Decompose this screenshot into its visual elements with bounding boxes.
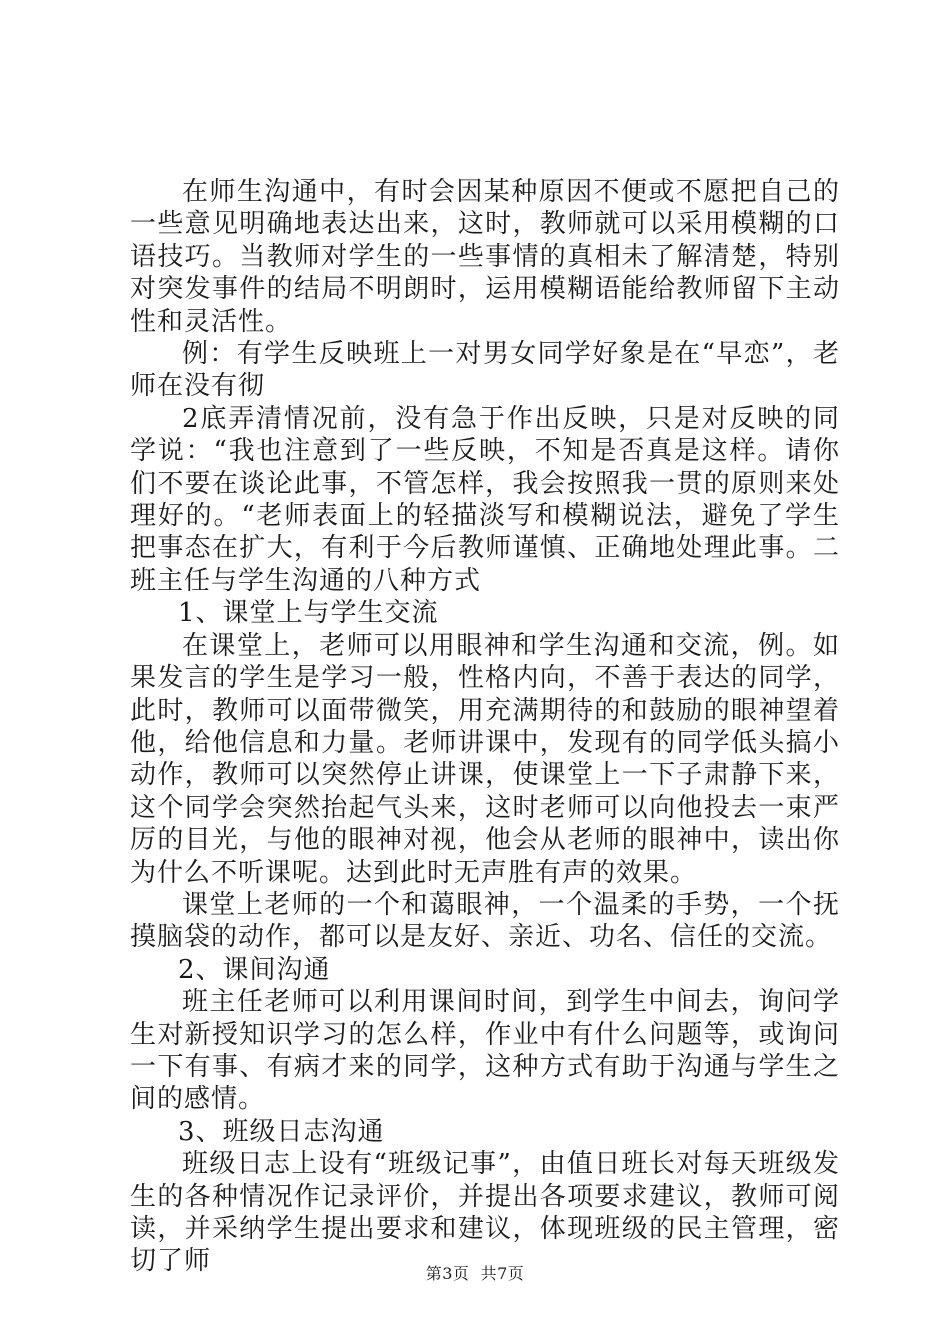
page-footer: [0, 1264, 950, 1284]
paragraph-fuzzy-language: 在师生沟通中，有时会因某种原因不便或不愿把自己的一些意见明确地表达出来，这时，教师就可以采用模糊的口语技巧。当教师对学生的一些事情的真相未了解清楚，特别对突发事件的结局不明朗时，运用模糊语能给教师留下主动性和灵活性。: [130, 177, 840, 337]
paragraph-break-time: 班主任老师可以利用课间时间，到学生中间去，询问学生对新授知识学习的怎么样，作业中有什么问题等，或询问一下有事、有病才来的同学，这种方式有助于沟通与学生之间的感情。: [130, 987, 840, 1115]
page-number-label: 第3页 共7页: [425, 1264, 525, 1283]
section-heading-break-time: 2、课间沟通: [178, 954, 331, 985]
paragraph-class-log: 班级日志上设有“班级记事”，由值日班长对每天班级发生的各种情况作记录评价，并提出各项要求建议，教师可阅读，并采纳学生提出要求和建议，体现班级的民主管理，密切了师: [130, 1149, 840, 1277]
paragraph-classroom-gestures: 课堂上老师的一个和蔼眼神，一个温柔的手势，一个抚摸脑袋的动作，都可以是友好、亲近、功名、信任的交流。: [130, 889, 840, 953]
paragraph-classroom-eye-contact: 在课堂上，老师可以用眼神和学生沟通和交流，例。如果发言的学生是学习一般，性格内向，不善于表达的同学，此时，教师可以面带微笑，用充满期待的和鼓励的眼神望着他，给他信息和力量。老师讲课中，发现有的同学低头搞小动作，教师可以突然停止讲课，使课堂上一下子肃静下来，这个同学会突然抬起气头来，这时老师可以向他投去一束严厉的目光，与他的眼神对视，他会从老师的眼神中，读出你为什么不听课呢。达到此时无声胜有声的效果。: [130, 630, 840, 888]
section-heading-classroom: 1、课堂上与学生交流: [178, 598, 439, 629]
paragraph-example-continued: 2底弄清情况前，没有急于作出反映，只是对反映的同学说：“我也注意到了一些反映，不知是否真是这样。请你们不要在谈论此事，不管怎样，我会按照我一贯的原则来处理好的。“老师表面上的轻描淡写和模糊说法，避免了学生把事态在扩大，有利于今后教师谨慎、正确地处理此事。二班主任与学生沟通的八种方式: [130, 403, 840, 596]
paragraph-example-intro: 例：有学生反映班上一对男女同学好象是在“早恋”，老师在没有彻: [130, 339, 840, 402]
section-heading-class-log: 3、班级日志沟通: [178, 1116, 385, 1147]
document-body: [130, 176, 840, 1278]
